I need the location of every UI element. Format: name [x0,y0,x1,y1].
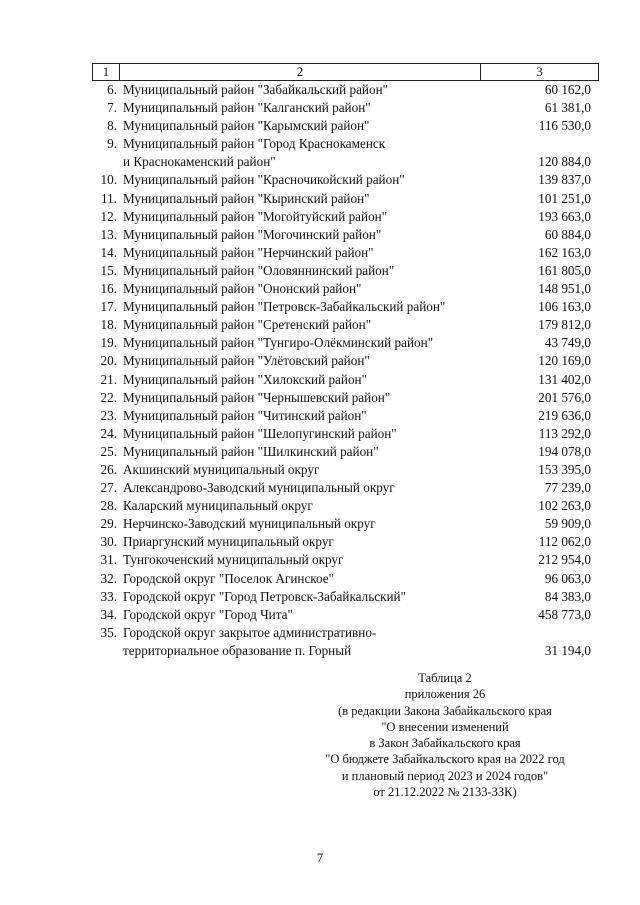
row-municipality-name: Муниципальный район "Красночикойский район" [123,172,405,188]
row-municipality-name: Александрово-Заводский муниципальный округ [123,480,395,496]
row-municipality-name: Муниципальный район "Калганский район" [123,100,371,116]
row-number: 21. [100,371,117,387]
note-line: в Закон Забайкальского края [369,736,521,751]
table-row [92,117,597,135]
note-line: "О внесении изменений [381,719,509,734]
row-number: 32. [100,570,117,586]
row-amount: 212 954,0 [538,552,591,568]
row-number: 25. [100,443,117,459]
row-municipality-name: Муниципальный район "Могойтуйский район" [123,208,388,224]
row-number: 17. [100,299,117,315]
table-row [92,443,597,461]
row-number: 8. [107,118,117,134]
note-line: от 21.12.2022 № 2133-ЗЗК) [373,785,517,800]
row-municipality-name: Акшинский муниципальный округ [123,461,320,477]
row-number: 22. [100,389,117,405]
note-line: (в редакции Закона Забайкальского края [338,703,552,718]
table-row [92,171,597,189]
row-amount: 31 194,0 [544,642,591,658]
row-amount: 131 402,0 [538,371,591,387]
row-amount: 116 530,0 [538,118,591,134]
row-amount: 96 063,0 [544,570,591,586]
row-amount: 60 162,0 [544,82,591,97]
row-municipality-name: Городской округ "Город Петровск-Забайкальский" [123,588,406,604]
table-row [92,316,597,334]
row-number: 7. [107,100,117,116]
row-municipality-name: Муниципальный район "Улётовский район" [123,353,370,369]
row-amount: 84 383,0 [544,588,591,604]
table-row [92,497,597,515]
row-number: 23. [100,407,117,423]
table-row [92,515,597,533]
row-municipality-name: Муниципальный район "Шилкинский район" [123,443,379,459]
row-amount: 120 169,0 [538,353,591,369]
row-municipality-name: Муниципальный район "Шелопугинский район" [123,425,397,441]
row-number: 13. [100,226,117,242]
row-number: 28. [100,498,117,514]
page-number: 7 [316,850,324,865]
row-amount: 61 381,0 [544,100,591,116]
note-line: "О бюджете Забайкальского края на 2022 год [325,752,565,767]
row-amount: 162 163,0 [538,244,591,260]
table-body [92,81,597,660]
row-amount: 193 663,0 [538,208,591,224]
row-municipality-name: Муниципальный район "Читинский район" [123,407,367,423]
table-row [92,334,597,352]
row-number: 29. [100,516,117,532]
table-row [92,99,597,117]
row-amount: 161 805,0 [538,262,591,278]
row-number: 30. [100,534,117,550]
row-municipality-name: Муниципальный район "Сретенский район" [123,317,372,333]
table-row [92,352,597,370]
table-row [92,624,597,660]
row-municipality-name: Городской округ "Город Чита" [123,606,293,622]
note-line: приложения 26 [404,687,486,702]
table-row [92,262,597,280]
row-number: 12. [100,208,117,224]
row-number: 26. [100,461,117,477]
row-amount: 148 951,0 [538,281,591,297]
row-municipality-name: Муниципальный район "Чернышевский район" [123,389,391,405]
table-row [92,244,597,262]
row-amount: 102 263,0 [538,498,591,514]
row-number: 33. [100,588,117,604]
row-amount: 112 062,0 [538,534,591,550]
row-municipality-name: Муниципальный район "Город Краснокаменск и Краснокаменский район" [123,136,386,170]
table-row [92,461,597,479]
table-row [92,533,597,551]
row-municipality-name: Муниципальный район "Кыринский район" [123,190,370,206]
row-number: 10. [100,172,117,188]
row-municipality-name: Муниципальный район "Карымский район" [123,118,370,134]
table-row [92,425,597,443]
table-row [92,208,597,226]
row-amount: 113 292,0 [538,425,591,441]
row-municipality-name: Городской округ "Поселок Агинское" [123,570,335,586]
table-row [92,588,597,606]
row-municipality-name: Муниципальный район "Забайкальский район" [123,82,389,97]
table-note [300,670,590,800]
row-municipality-name: Муниципальный район "Петровск-Забайкальский район" [123,299,446,315]
row-number: 11. [101,190,117,206]
row-amount: 194 078,0 [538,443,591,459]
note-line: Таблица 2 [418,671,472,685]
row-amount: 59 909,0 [544,516,591,532]
table-row [92,371,597,389]
row-number: 18. [100,317,117,333]
row-number: 20. [100,353,117,369]
header-col-3: 3 [536,64,543,79]
row-municipality-name: Муниципальный район "Ононский район" [123,281,362,297]
row-municipality-name: Приаргунский муниципальный округ [123,534,334,550]
row-municipality-name: Муниципальный район "Тунгиро-Олёкминский район" [123,335,434,351]
row-amount: 153 395,0 [538,461,591,477]
table-row [92,570,597,588]
row-amount: 106 163,0 [538,299,591,315]
row-municipality-name: Городской округ закрытое административно- территориальное образование п. Горный [123,624,377,658]
table-row [92,226,597,244]
row-amount: 60 884,0 [544,226,591,242]
row-number: 34. [100,606,117,622]
table-row [92,190,597,208]
row-amount: 201 576,0 [538,389,591,405]
note-line: и плановый период 2023 и 2024 годов" [341,768,549,783]
row-number: 19. [100,335,117,351]
table-row [92,479,597,497]
row-number: 14. [100,244,117,260]
row-amount: 139 837,0 [538,172,591,188]
row-amount: 458 773,0 [538,606,591,622]
table-row [92,389,597,407]
table-row [92,280,597,298]
header-col-1: 1 [93,64,120,80]
table-row [92,606,597,624]
table-header [92,63,599,81]
row-number: 6. [107,82,117,97]
table-row [92,81,597,99]
row-amount: 77 239,0 [544,480,591,496]
row-number: 9. [107,136,117,152]
row-number: 16. [100,281,117,297]
row-municipality-name: Каларский муниципальный округ [123,498,313,514]
row-amount: 219 636,0 [538,407,591,423]
row-municipality-name: Нерчинско-Заводский муниципальный округ [123,516,376,532]
row-municipality-name: Муниципальный район "Хилокский район" [123,371,367,387]
row-number: 31. [100,552,117,568]
header-col-2: 2 [120,64,481,80]
table-row [92,551,597,569]
row-municipality-name: Муниципальный район "Оловяннинский район" [123,262,395,278]
table-row [92,135,597,171]
row-municipality-name: Тунгокоченский муниципальный округ [123,552,344,568]
row-amount: 101 251,0 [538,190,591,206]
row-amount: 179 812,0 [538,317,591,333]
row-number: 24. [100,425,117,441]
table-row [92,407,597,425]
row-municipality-name: Муниципальный район "Нерчинский район" [123,244,374,260]
row-number: 27. [100,480,117,496]
row-amount: 43 749,0 [544,335,591,351]
row-number: 15. [100,262,117,278]
row-amount: 120 884,0 [538,154,591,170]
row-number: 35. [100,624,117,640]
table-row [92,298,597,316]
row-municipality-name: Муниципальный район "Могочинский район" [123,226,382,242]
